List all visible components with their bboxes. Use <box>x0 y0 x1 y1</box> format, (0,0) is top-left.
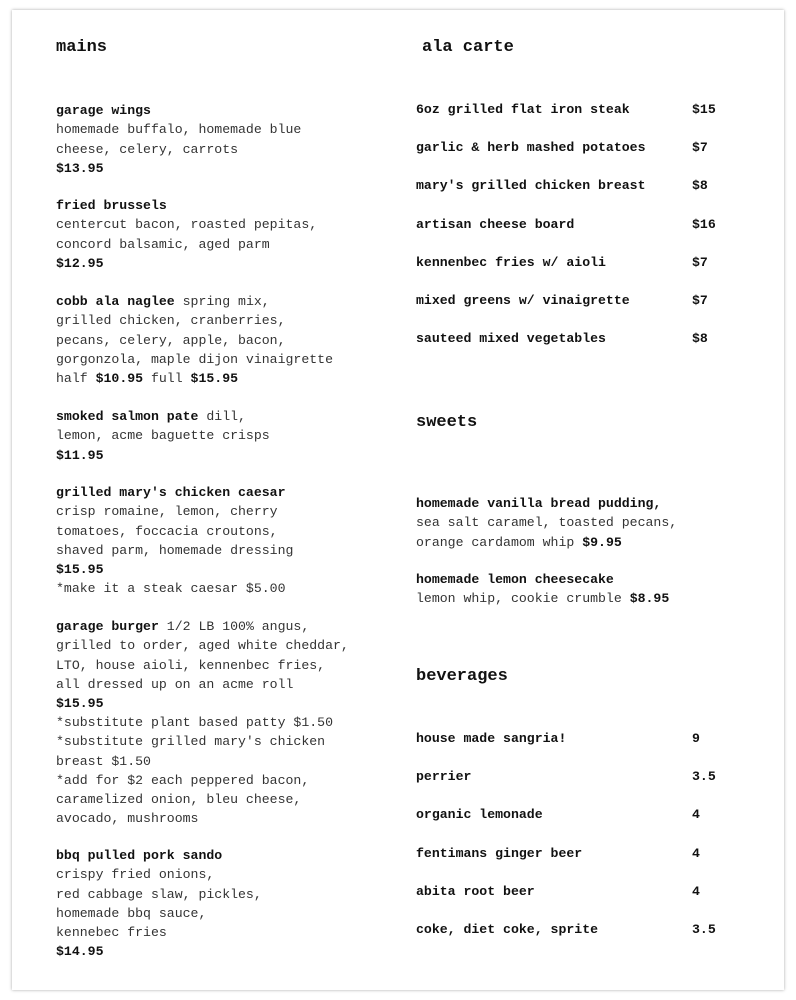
beverages-heading: beverages <box>416 667 508 686</box>
item-price: 9 <box>692 731 700 746</box>
menu-page <box>12 10 784 990</box>
menu-item-garage-wings <box>56 82 396 178</box>
beverage-item <box>416 844 736 864</box>
item-desc: pecans, celery, apple, bacon, <box>56 332 286 348</box>
ala-carte-heading: ala carte <box>422 38 514 57</box>
item-note: *add for $2 each peppered bacon, <box>56 772 310 788</box>
item-name: garlic & herb mashed potatoes <box>416 140 646 155</box>
item-desc: orange cardamom whip <box>416 534 583 550</box>
item-price: 4 <box>692 884 700 899</box>
item-price: 3.5 <box>692 922 716 937</box>
item-name: kennenbec fries w/ aioli <box>416 255 606 270</box>
item-name: sauteed mixed vegetables <box>416 331 606 346</box>
half-price: $10.95 <box>95 371 144 387</box>
beverage-item <box>416 767 736 787</box>
item-desc: sea salt caramel, toasted pecans, <box>416 515 678 531</box>
item-desc: crispy fried onions, <box>56 867 215 883</box>
item-name: organic lemonade <box>416 807 543 822</box>
item-desc: LTO, house aioli, kennenbec fries, <box>56 657 326 673</box>
ala-carte-item <box>416 291 736 311</box>
item-name: mary's grilled chicken breast <box>416 178 646 193</box>
item-price: $8 <box>692 331 708 346</box>
item-price: $11.95 <box>56 447 104 463</box>
item-desc: centercut bacon, roasted pepitas, <box>56 217 318 233</box>
item-note: *make it a steak caesar $5.00 <box>56 581 286 597</box>
item-name: abita root beer <box>416 884 535 899</box>
item-desc: red cabbage slaw, pickles, <box>56 886 262 902</box>
item-price: $12.95 <box>56 255 104 271</box>
item-name: cobb ala naglee <box>56 294 175 310</box>
item-desc: kennebec fries <box>56 925 167 941</box>
item-name: mixed greens w/ vinaigrette <box>416 293 630 308</box>
beverage-item <box>416 882 736 902</box>
item-desc-inline: spring mix, <box>174 294 270 310</box>
item-desc-inline: 1/2 LB 100% angus, <box>158 619 310 635</box>
item-name: 6oz grilled flat iron steak <box>416 102 630 117</box>
item-price: $7 <box>692 140 708 155</box>
item-name: coke, diet coke, sprite <box>416 922 599 937</box>
menu-item-fried-brussels <box>56 177 396 273</box>
menu-item-garage-burger <box>56 598 396 828</box>
item-note: breast $1.50 <box>56 753 151 769</box>
sweets-item <box>416 475 746 552</box>
item-desc: all dressed up on an acme roll <box>56 676 294 692</box>
full-label: full <box>143 371 191 387</box>
item-name: grilled mary's chicken caesar <box>56 485 286 501</box>
sweets-item <box>416 551 746 609</box>
item-desc: tomatoes, foccacia croutons, <box>56 523 278 539</box>
item-price: $7 <box>692 293 708 308</box>
item-price: $15 <box>692 102 716 117</box>
item-desc: grilled to order, aged white cheddar, <box>56 638 349 654</box>
item-desc-inline: dill, <box>198 409 246 425</box>
item-name: bbq pulled pork sando <box>56 848 223 864</box>
item-note: avocado, mushrooms <box>56 811 199 827</box>
menu-item-chicken-caesar <box>56 464 396 598</box>
item-name: artisan cheese board <box>416 217 575 232</box>
menu-item-cobb-ala-naglee <box>56 273 396 388</box>
item-price: 3.5 <box>692 769 716 784</box>
beverage-item <box>416 920 736 940</box>
item-price: $13.95 <box>56 160 104 176</box>
item-name: garage burger <box>56 619 159 635</box>
beverage-item <box>416 805 736 825</box>
item-desc: crisp romaine, lemon, cherry <box>56 504 278 520</box>
item-price: 4 <box>692 846 700 861</box>
item-name: perrier <box>416 769 472 784</box>
item-price: $16 <box>692 217 716 232</box>
item-desc: gorgonzola, maple dijon vinaigrette <box>56 351 333 367</box>
item-desc: lemon, acme baguette crisps <box>56 428 270 444</box>
ala-carte-item <box>416 138 736 158</box>
item-price: $15.95 <box>56 696 104 712</box>
ala-carte-item <box>416 215 736 235</box>
item-name: house made sangria! <box>416 731 567 746</box>
item-desc: grilled chicken, cranberries, <box>56 313 286 329</box>
item-price: $14.95 <box>56 944 104 960</box>
item-desc: lemon whip, cookie crumble <box>416 591 630 607</box>
item-price: 4 <box>692 807 700 822</box>
item-name: smoked salmon pate <box>56 409 199 425</box>
item-note: *substitute plant based patty $1.50 <box>56 715 333 731</box>
item-name: homemade vanilla bread pudding, <box>416 496 662 512</box>
half-label: half <box>56 371 96 387</box>
item-desc: homemade bbq sauce, <box>56 905 207 921</box>
menu-item-bbq-pulled-pork <box>56 827 396 961</box>
beverage-item <box>416 729 736 749</box>
full-price: $15.95 <box>190 371 239 387</box>
item-price: $8.95 <box>629 591 670 607</box>
item-price: $9.95 <box>582 534 622 550</box>
item-desc: shaved parm, homemade dressing <box>56 542 294 558</box>
item-desc: homemade buffalo, homemade blue <box>56 122 302 138</box>
ala-carte-item <box>416 253 736 273</box>
item-desc: concord balsamic, aged parm <box>56 236 270 252</box>
ala-carte-item <box>416 329 736 349</box>
item-price: $8 <box>692 178 708 193</box>
item-note: *substitute grilled mary's chicken <box>56 734 326 750</box>
sweets-heading: sweets <box>416 413 478 432</box>
menu-item-smoked-salmon-pate <box>56 388 396 465</box>
mains-heading: mains <box>56 38 108 57</box>
item-desc: cheese, celery, carrots <box>56 141 239 157</box>
item-note: caramelized onion, bleu cheese, <box>56 792 302 808</box>
item-name: garage wings <box>56 103 151 119</box>
item-name: homemade lemon cheesecake <box>416 572 614 588</box>
ala-carte-item <box>416 176 736 196</box>
item-price: $15.95 <box>56 562 104 578</box>
ala-carte-item <box>416 100 736 120</box>
item-name: fentimans ginger beer <box>416 846 583 861</box>
item-name: fried brussels <box>56 198 167 214</box>
item-price: $7 <box>692 255 708 270</box>
